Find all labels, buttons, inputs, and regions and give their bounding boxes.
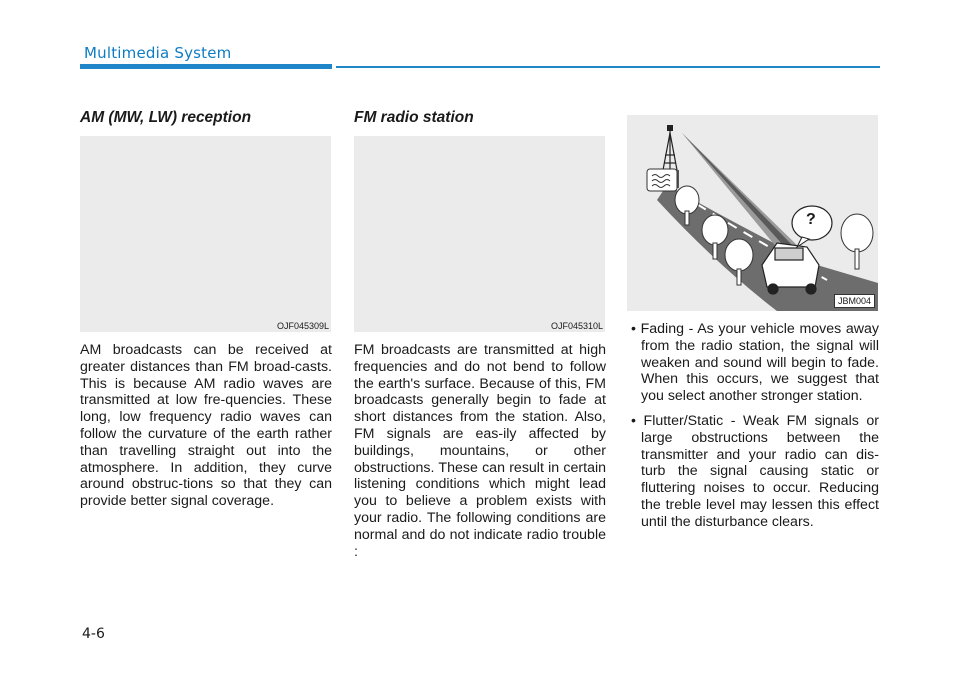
page-number: 4-6 — [82, 626, 105, 642]
am-figure-code: OJF045309L — [276, 321, 329, 331]
fm-figure-code: OJF045310L — [550, 321, 603, 331]
fm-station-figure — [354, 136, 605, 332]
am-reception-text: AM broadcasts can be received at greater distances than FM broad-casts. This is because AM radio waves are transmitted at low fre-quencies. These long, low frequency radio waves can follow the curvature of the earth rather than travelling straight out into the atmosphere. In addition, they curve around obstruc-tions so that they can provide better signal coverage. — [80, 342, 332, 510]
am-reception-column — [80, 108, 332, 510]
conditions-bullet-list — [627, 321, 879, 531]
tower-road-car-icon — [627, 115, 878, 311]
conditions-figure-code: JBM004 — [834, 294, 875, 308]
fm-station-column — [354, 108, 606, 560]
list-item: • Flutter/Static - Weak FM signals or large obstructions between the transmitter and your radio can dis-turb the signal causing static or fluttering noises to occur. Reducing the treble level may lessen this effect until the disturbance clears. — [631, 412, 879, 530]
list-item: • Fading - As your vehicle moves away from the radio station, the signal will weaken and sound will begin to fade. When this occurs, we suggest that you select another stronger station. — [631, 321, 879, 405]
am-reception-figure — [80, 136, 331, 332]
header-rule-thick — [80, 64, 332, 69]
header-section-title: Multimedia System — [84, 44, 232, 62]
header-rule-thin — [336, 66, 880, 68]
fm-station-text: FM broadcasts are transmitted at high frequencies and do not bend to follow the earth's surface. Because of this, FM broadcasts generally begin to fade at short distances from the station. Also, FM signals are eas-ily affected by buildings, mountains, or other obstructions. These can result in certain listening conditions which might lead you to believe a problem exists with your radio. The following conditions are normal and do not indicate radio trouble : — [354, 342, 606, 560]
radio-tower-illustration — [627, 115, 878, 311]
fm-station-heading: FM radio station — [354, 109, 474, 126]
question-mark-text: ? — [806, 211, 816, 228]
conditions-column — [627, 108, 879, 539]
am-reception-heading: AM (MW, LW) reception — [80, 109, 252, 126]
